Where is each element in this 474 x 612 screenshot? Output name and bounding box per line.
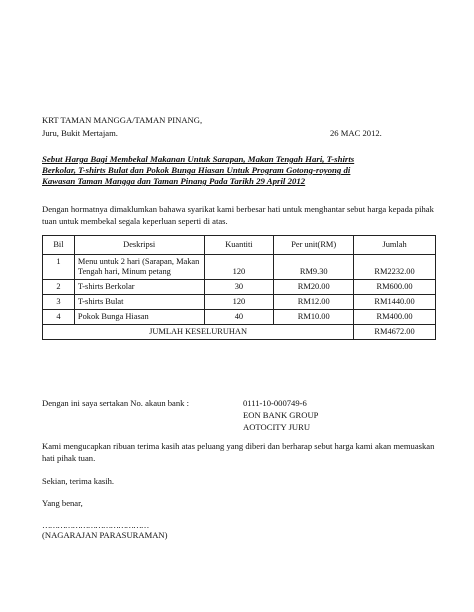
account-label: Dengan ini saya sertakan No. akaun bank : — [42, 398, 190, 408]
table-total-row — [43, 325, 436, 340]
cell-deskripsi: Pokok Bunga Hiasan — [74, 310, 204, 325]
cell-per-unit: RM20.00 — [274, 280, 354, 295]
table-row — [43, 295, 436, 310]
cell-bil: 2 — [43, 280, 75, 295]
table-row — [43, 310, 436, 325]
table-row — [43, 255, 436, 280]
header-deskripsi: Deskripsi — [74, 236, 204, 255]
quotation-table — [42, 235, 436, 340]
total-value: RM4672.00 — [354, 325, 436, 340]
bank-name: EON BANK GROUP — [243, 410, 319, 420]
table-row — [43, 280, 436, 295]
letter-date: 26 MAC 2012. — [330, 128, 382, 138]
cell-jumlah: RM400.00 — [354, 310, 436, 325]
cell-deskripsi: T-shirts Berkolar — [74, 280, 204, 295]
cell-kuantiti: 30 — [204, 280, 274, 295]
cell-kuantiti: 120 — [204, 255, 274, 280]
account-number: 0111-10-000749-6 — [243, 398, 307, 408]
header-jumlah: Jumlah — [354, 236, 436, 255]
total-label: JUMLAH KESELURUHAN — [43, 325, 354, 340]
cell-jumlah: RM600.00 — [354, 280, 436, 295]
table-header-row — [43, 236, 436, 255]
signature-line: …………………………………… — [42, 520, 149, 530]
cell-per-unit: RM10.00 — [274, 310, 354, 325]
thanks-paragraph: Kami mengucapkan ribuan terima kasih atas peluang yang diberi dan berharap sebut harga kami akan memuaskan hati pihak tuan. — [42, 441, 435, 463]
subject-line-2: Berkolar, T-shirts Bulat dan Pokok Bunga Hiasan Untuk Program Gotong-royong di — [42, 165, 351, 175]
letter-subject — [42, 154, 442, 187]
bank-branch: AOTOCITY JURU — [243, 422, 311, 432]
cell-per-unit: RM9.30 — [274, 255, 354, 280]
header-kuantiti: Kuantiti — [204, 236, 274, 255]
sender-organization: KRT TAMAN MANGGA/TAMAN PINANG, — [42, 115, 203, 125]
cell-jumlah: RM2232.00 — [354, 255, 436, 280]
subject-line-1: Sebut Harga Bagi Membekal Makanan Untuk Sarapan, Makan Tengah Hari, T-shirts — [42, 154, 355, 164]
cell-bil: 1 — [43, 255, 75, 280]
salutation-text: Yang benar, — [42, 498, 83, 508]
header-per-unit: Per unit(RM) — [274, 236, 354, 255]
cell-jumlah: RM1440.00 — [354, 295, 436, 310]
cell-bil: 4 — [43, 310, 75, 325]
signatory-name: (NAGARAJAN PARASURAMAN) — [42, 530, 168, 540]
cell-bil: 3 — [43, 295, 75, 310]
subject-line-3: Kawasan Taman Mangga dan Taman Pinang Pada Tarikh 29 April 2012 — [42, 176, 306, 186]
cell-deskripsi: Menu untuk 2 hari (Sarapan, Makan Tengah hari, Minum petang — [74, 255, 204, 280]
sender-address: Juru, Bukit Mertajam. — [42, 128, 118, 138]
intro-paragraph: Dengan hormatnya dimaklumkan bahawa syarikat kami berbesar hati untuk menghantar sebut harga kepada pihak tuan untuk membekal segala keperluan seperti di atas. — [42, 204, 434, 226]
cell-deskripsi: T-shirts Bulat — [74, 295, 204, 310]
cell-per-unit: RM12.00 — [274, 295, 354, 310]
closing-text: Sekian, terima kasih. — [42, 476, 115, 486]
cell-kuantiti: 120 — [204, 295, 274, 310]
header-bil: Bil — [43, 236, 75, 255]
cell-kuantiti: 40 — [204, 310, 274, 325]
